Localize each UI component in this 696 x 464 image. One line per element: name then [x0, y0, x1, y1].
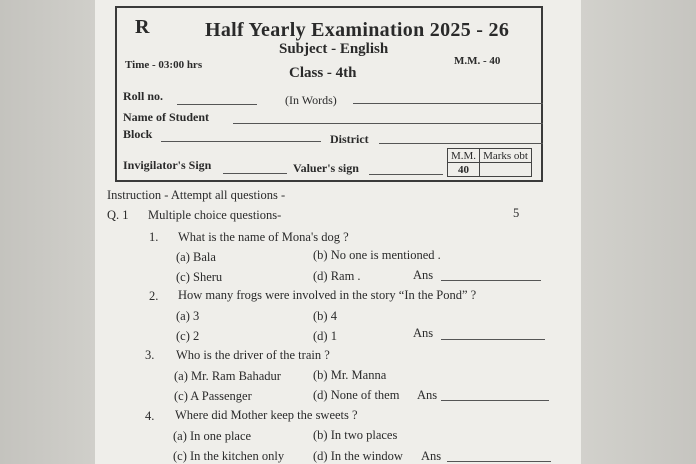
block-line — [161, 141, 321, 142]
answer-label: Ans — [417, 388, 438, 402]
question-text: Who is the driver of the train ? — [176, 348, 330, 362]
answer-line — [441, 280, 541, 281]
in-words-line — [353, 103, 543, 104]
option-c: (c) 2 — [176, 329, 200, 343]
option-c: (c) Sheru — [176, 270, 223, 284]
background-right — [581, 0, 696, 464]
question-text: How many frogs were involved in the story “In the Pond” ? — [178, 288, 477, 302]
option-a: (a) Bala — [176, 250, 216, 264]
exam-paper — [95, 0, 581, 464]
in-words-label: (In Words) — [285, 93, 337, 107]
exam-header-box — [115, 6, 543, 182]
roll-no-line — [177, 104, 257, 105]
valuer-sign-label: Valuer's sign — [293, 161, 359, 175]
block-label: Block — [123, 127, 153, 141]
class-label: Class - 4th — [289, 65, 357, 81]
answer-label: Ans — [413, 326, 434, 340]
option-c: (c) In the kitchen only — [173, 449, 285, 463]
option-a: (a) In one place — [173, 429, 252, 443]
option-d: (d) 1 — [313, 329, 337, 343]
invigilator-sign-label: Invigilator's Sign — [123, 158, 212, 172]
option-b: (b) Mr. Manna — [313, 368, 387, 382]
exam-title: Half Yearly Examination 2025 - 26 — [205, 19, 510, 41]
question-text: Where did Mother keep the sweets ? — [175, 408, 358, 422]
subject-label: Subject - English — [279, 41, 389, 57]
question-number: 1. — [149, 230, 159, 244]
marks-table-header-obtained: Marks obt — [480, 149, 532, 163]
option-a: (a) 3 — [176, 309, 200, 323]
option-d: (d) None of them — [313, 388, 400, 402]
option-b: (b) In two places — [313, 428, 398, 442]
question-number: 3. — [145, 348, 155, 362]
district-line — [379, 143, 543, 144]
option-b: (b) No one is mentioned . — [313, 248, 441, 262]
time-label: Time - 03:00 hrs — [125, 59, 203, 71]
section-title: Multiple choice questions- — [148, 208, 282, 222]
roll-no-label: Roll no. — [123, 89, 164, 103]
valuer-sign-line — [369, 174, 443, 175]
marks-table-obtained-value — [480, 163, 532, 177]
question-number: 2. — [149, 289, 159, 303]
question-number: 4. — [145, 409, 155, 423]
answer-line — [441, 400, 549, 401]
marks-table-header-mm: M.M. — [448, 149, 480, 163]
invigilator-sign-line — [223, 173, 287, 174]
r-mark: R — [135, 16, 150, 38]
district-label: District — [330, 132, 369, 146]
answer-label: Ans — [413, 268, 434, 282]
question-text: What is the name of Mona's dog ? — [178, 230, 349, 244]
answer-line — [447, 461, 551, 462]
marks-table — [447, 148, 532, 177]
option-c: (c) A Passenger — [174, 389, 252, 403]
option-d: (d) In the window — [313, 449, 403, 463]
option-a: (a) Mr. Ram Bahadur — [174, 369, 281, 383]
option-b: (b) 4 — [313, 309, 337, 323]
marks-table-mm-value: 40 — [448, 163, 480, 177]
option-d: (d) Ram . — [313, 269, 361, 283]
answer-line — [441, 339, 545, 340]
instruction-text: Instruction - Attempt all questions - — [107, 188, 286, 202]
student-name-line — [233, 123, 543, 124]
max-marks-label: M.M. - 40 — [454, 55, 501, 67]
section-marks: 5 — [513, 206, 520, 220]
answer-label: Ans — [421, 449, 442, 463]
section-number: Q. 1 — [107, 208, 129, 222]
background-left — [0, 0, 95, 464]
student-name-label: Name of Student — [123, 110, 209, 124]
